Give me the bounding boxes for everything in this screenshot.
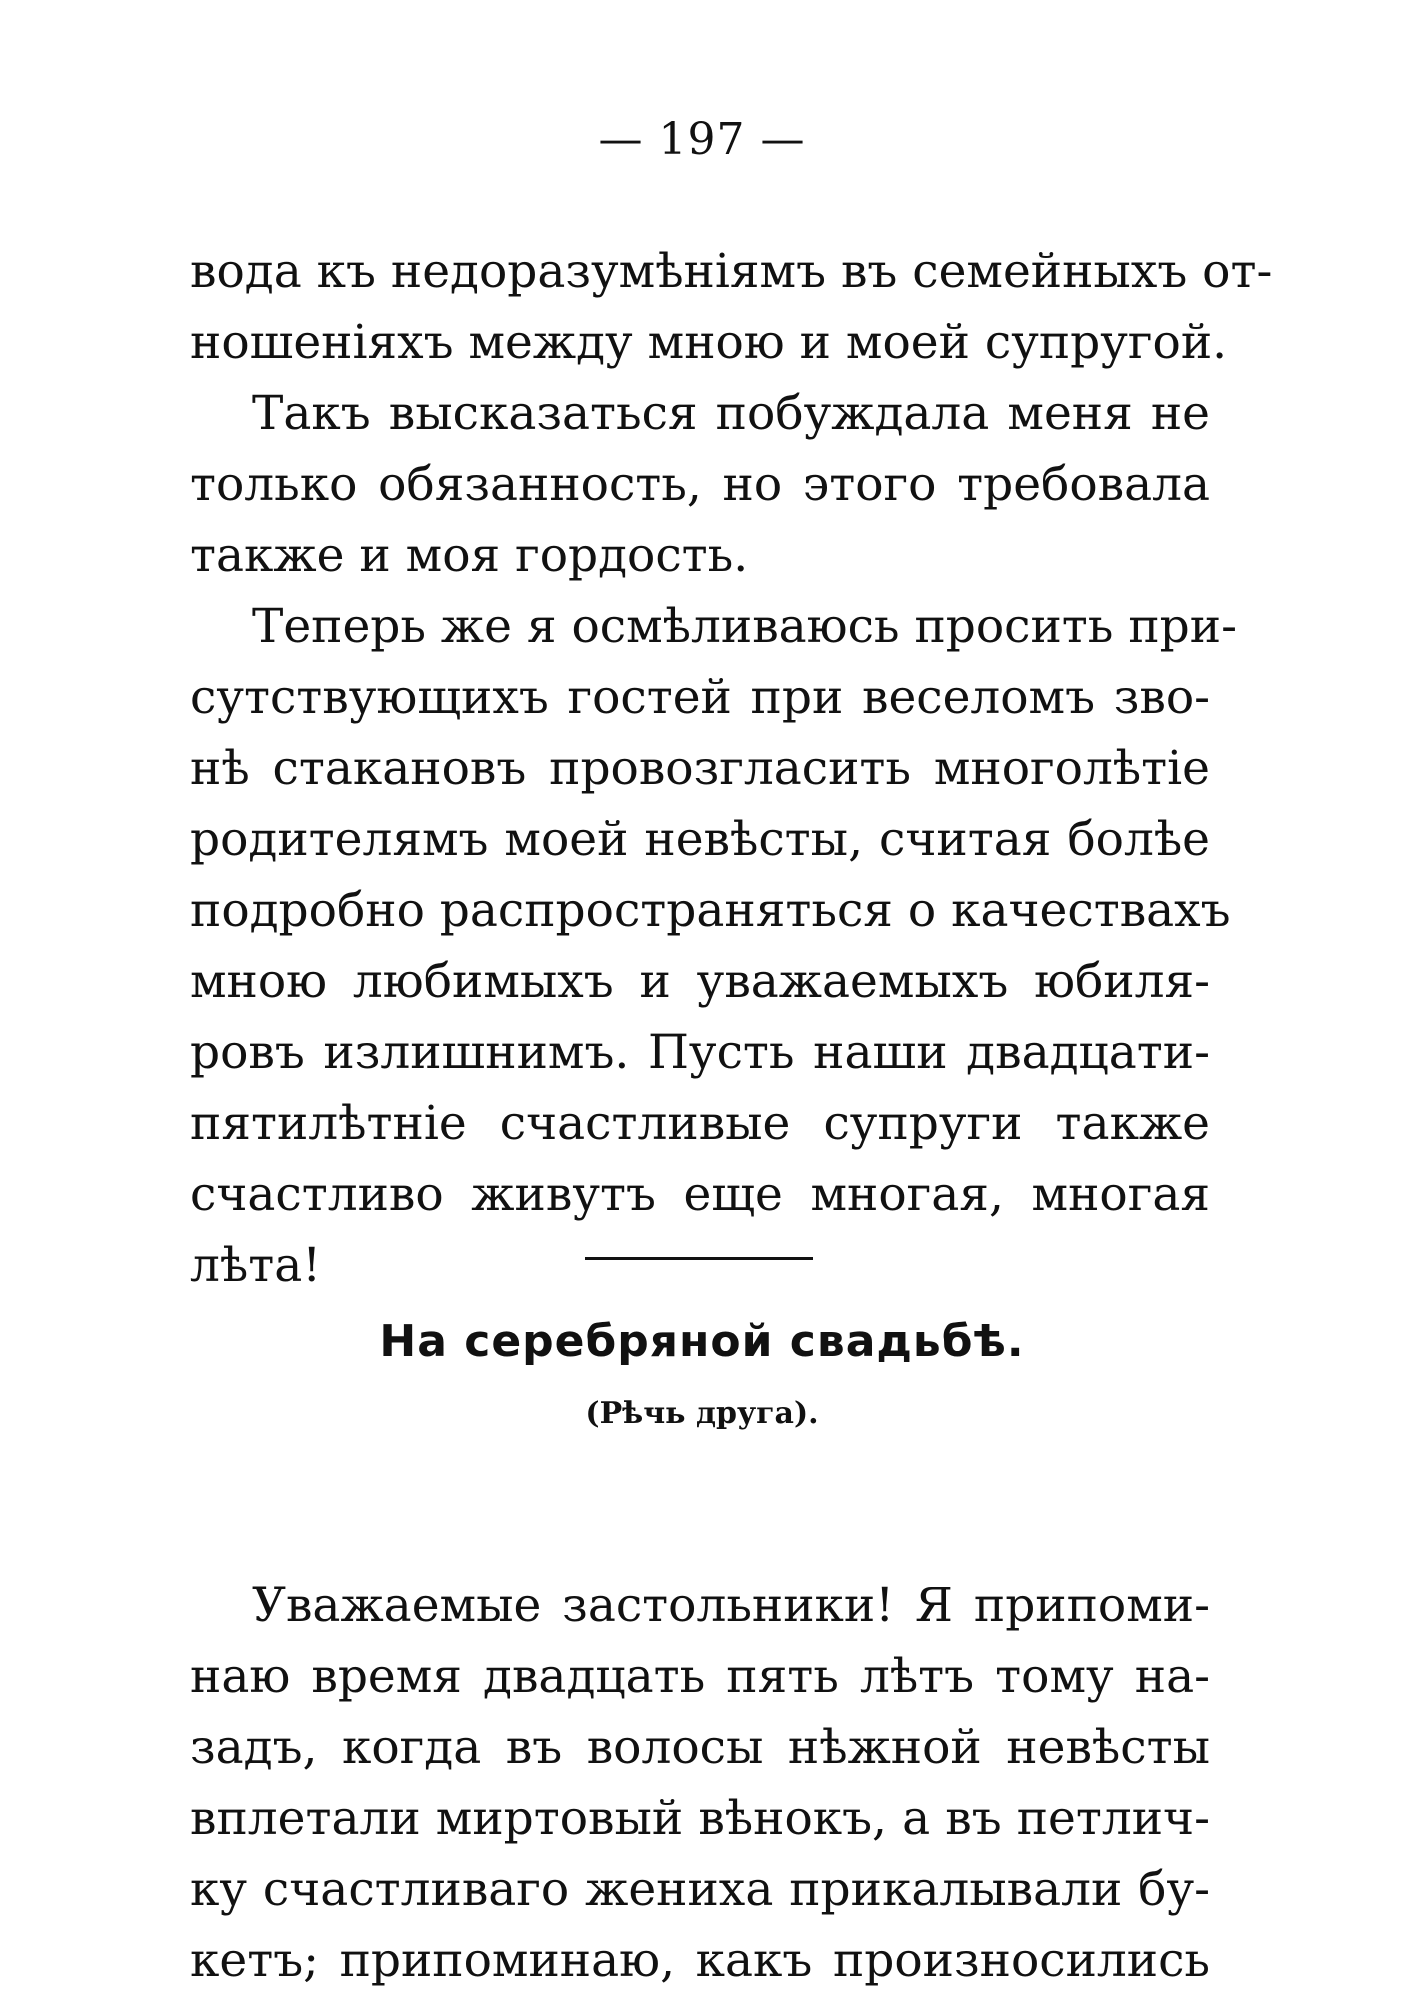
text-line: счастливо живутъ еще многая, многая (190, 1167, 1210, 1222)
text-line: нѣ стакановъ провозгласить многолѣтіе (190, 741, 1210, 796)
text-line: также и моя гордость. (190, 528, 749, 583)
text-block-after (190, 1570, 1210, 1996)
text-line: сутствующихъ гостей при веселомъ зво- (190, 670, 1210, 725)
text-line: наю время двадцать пять лѣтъ тому на- (190, 1649, 1210, 1704)
text-line: Такъ высказаться побуждала меня не (252, 386, 1210, 441)
text-line: кетъ; припоминаю, какъ произносились (190, 1933, 1210, 1988)
text-line: Уважаемые застольники! Я припоми- (252, 1578, 1210, 1633)
text-line: только обязанность, но этого требовала (190, 457, 1210, 512)
text-block-before (190, 236, 1273, 1301)
text-line: ношеніяхъ между мною и моей супругой. (190, 315, 1228, 370)
page-number: — 197 — (598, 114, 806, 165)
section-divider (585, 1257, 813, 1260)
section-title: На серебряной свадьбѣ. (379, 1316, 1025, 1367)
text-line: вплетали миртовый вѣнокъ, а въ петлич- (190, 1791, 1210, 1846)
text-line: ровъ излишнимъ. Пусть наши двадцати- (190, 1025, 1210, 1080)
text-line: подробно распространяться о качествахъ (190, 883, 1231, 938)
text-line: ку счастливаго жениха прикалывали бу- (190, 1862, 1210, 1917)
text-line: Теперь же я осмѣливаюсь просить при- (252, 599, 1237, 654)
text-line: лѣта! (190, 1238, 322, 1293)
text-line: родителямъ моей невѣсты, считая болѣе (190, 812, 1210, 867)
text-line: вода къ недоразумѣніямъ въ семейныхъ от- (190, 244, 1273, 299)
text-line: пятилѣтніе счастливые супруги также (190, 1096, 1210, 1151)
text-line: задъ, когда въ волосы нѣжной невѣсты (190, 1720, 1210, 1775)
section-subtitle: (Рѣчь друга). (585, 1396, 819, 1431)
text-line: мною любимыхъ и уважаемыхъ юбиля- (190, 954, 1210, 1009)
